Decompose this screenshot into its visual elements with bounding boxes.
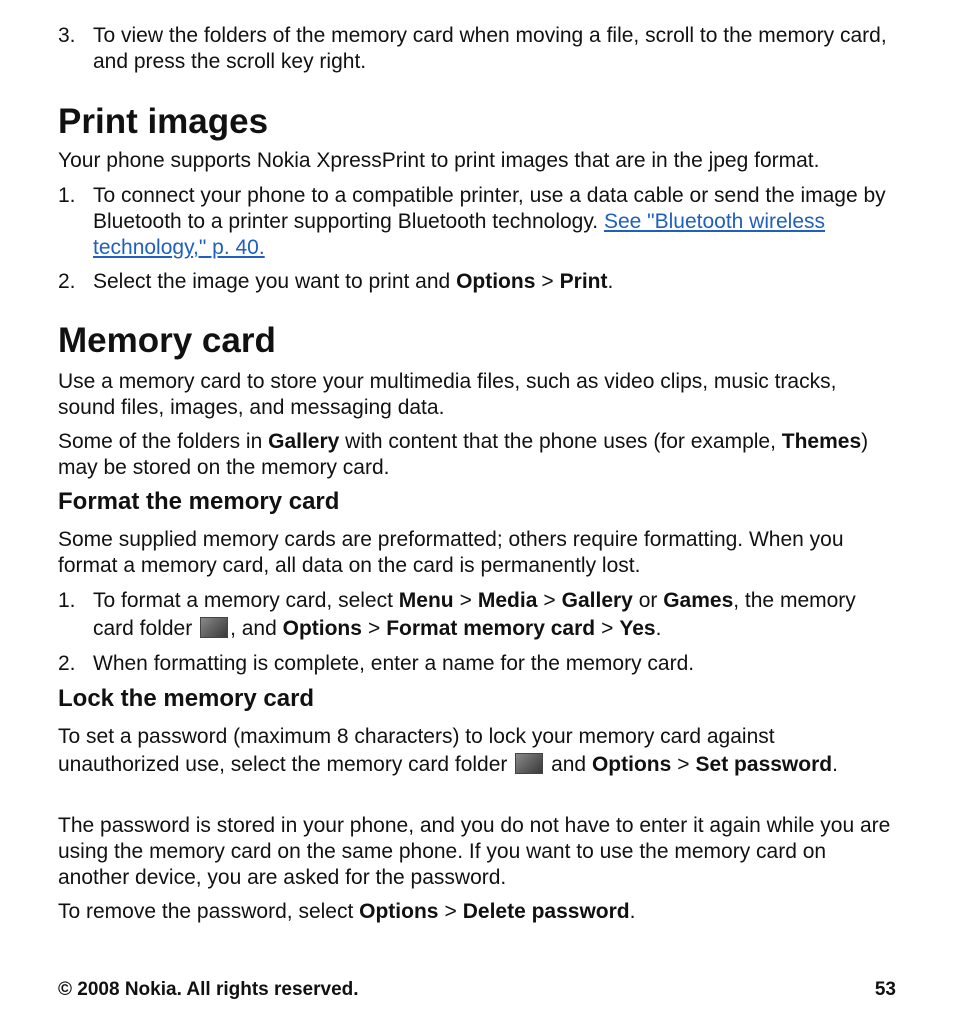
menu-path-yes: Yes	[619, 617, 656, 640]
section-heading-memory-card: Memory card	[58, 321, 276, 360]
paragraph: Some supplied memory cards are preformatted; others require formatting. When you format a memory card, all data on the card is permanently lost.	[58, 528, 844, 577]
text: ) may be stored on the memory card.	[58, 430, 869, 479]
menu-path-delete-password: Delete password	[462, 900, 630, 923]
menu-path-format-memory-card: Format memory card	[386, 617, 596, 640]
subsection-heading-lock: Lock the memory card	[58, 685, 315, 712]
menu-separator: >	[367, 617, 381, 640]
menu-separator: >	[677, 753, 690, 776]
menu-path-options: Options	[359, 900, 439, 923]
menu-path-menu: Menu	[398, 589, 454, 612]
paragraph: Use a memory card to store your multimedia files, such as video clips, music tracks, sound files, images, and messaging data.	[58, 370, 837, 419]
menu-separator: >	[541, 270, 554, 293]
list-number: 3.	[58, 24, 76, 47]
text: and	[545, 753, 592, 776]
text: or	[632, 589, 664, 612]
list-text: Select the image you want to print and	[93, 270, 457, 293]
text: To set a password (maximum 8 characters) to lock your memory card against unauthorized use, select the memory card folder	[58, 725, 775, 776]
list-number: 1.	[58, 589, 76, 612]
page-footer	[58, 978, 896, 1002]
punctuation: .	[655, 617, 662, 640]
punctuation: .	[629, 900, 636, 923]
paragraph	[58, 429, 898, 481]
list-text: To connect your phone to a compatible printer, use a data cable or send the image by Bluetooth to a printer supporting Bluetooth technology.	[93, 184, 886, 233]
text: Some of the folders in	[58, 430, 269, 453]
list-item	[58, 269, 898, 295]
list-number: 2.	[58, 652, 76, 675]
menu-path-set-password: Set password	[695, 753, 833, 776]
list-text: When formatting is complete, enter a name for the memory card.	[93, 652, 695, 675]
paragraph	[58, 899, 898, 925]
menu-separator: >	[601, 617, 614, 640]
list-item	[58, 183, 898, 261]
text: , the memory card folder	[93, 589, 856, 640]
memory-card-folder-icon	[515, 753, 543, 774]
menu-separator: >	[444, 900, 457, 923]
list-text: To view the folders of the memory card when moving a file, scroll to the memory card, and press the scroll key right.	[93, 24, 887, 73]
gallery-term: Gallery	[268, 430, 340, 453]
menu-path-options: Options	[591, 753, 672, 776]
text: , and	[230, 617, 283, 640]
subsection-heading-format: Format the memory card	[58, 488, 340, 515]
punctuation: .	[832, 753, 838, 776]
menu-path-options: Options	[282, 617, 362, 640]
menu-separator: >	[543, 589, 556, 612]
paragraph: The password is stored in your phone, and you do not have to enter it again while you are using the memory card on the same phone. If you want to use the memory card on another device, you are asked for the password.	[58, 814, 891, 889]
paragraph: Your phone supports Nokia XpressPrint to print images that are in the jpeg format.	[58, 149, 820, 172]
menu-separator: >	[459, 589, 472, 612]
list-item	[58, 651, 898, 677]
list-number: 1.	[58, 184, 76, 207]
bluetooth-link[interactable]: See "Bluetooth wireless technology," p. 40.	[93, 210, 826, 259]
menu-path-games: Games	[663, 589, 734, 612]
list-item	[58, 587, 898, 643]
copyright: © 2008 Nokia. All rights reserved.	[58, 979, 359, 1000]
menu-path-gallery: Gallery	[561, 589, 633, 612]
memory-card-folder-icon	[200, 617, 228, 638]
menu-path-options: Options	[456, 270, 536, 293]
section-heading-print-images: Print images	[58, 102, 269, 141]
menu-path-media: Media	[477, 589, 538, 612]
punctuation: .	[607, 270, 614, 293]
text: To remove the password, select	[58, 900, 360, 923]
menu-path-print: Print	[559, 270, 608, 293]
paragraph	[58, 723, 898, 779]
text: with content that the phone uses (for example,	[339, 430, 782, 453]
list-item	[58, 23, 898, 75]
page-number: 53	[874, 979, 896, 1000]
themes-term: Themes	[781, 430, 862, 453]
text: To format a memory card, select	[93, 589, 399, 612]
list-number: 2.	[58, 270, 76, 293]
